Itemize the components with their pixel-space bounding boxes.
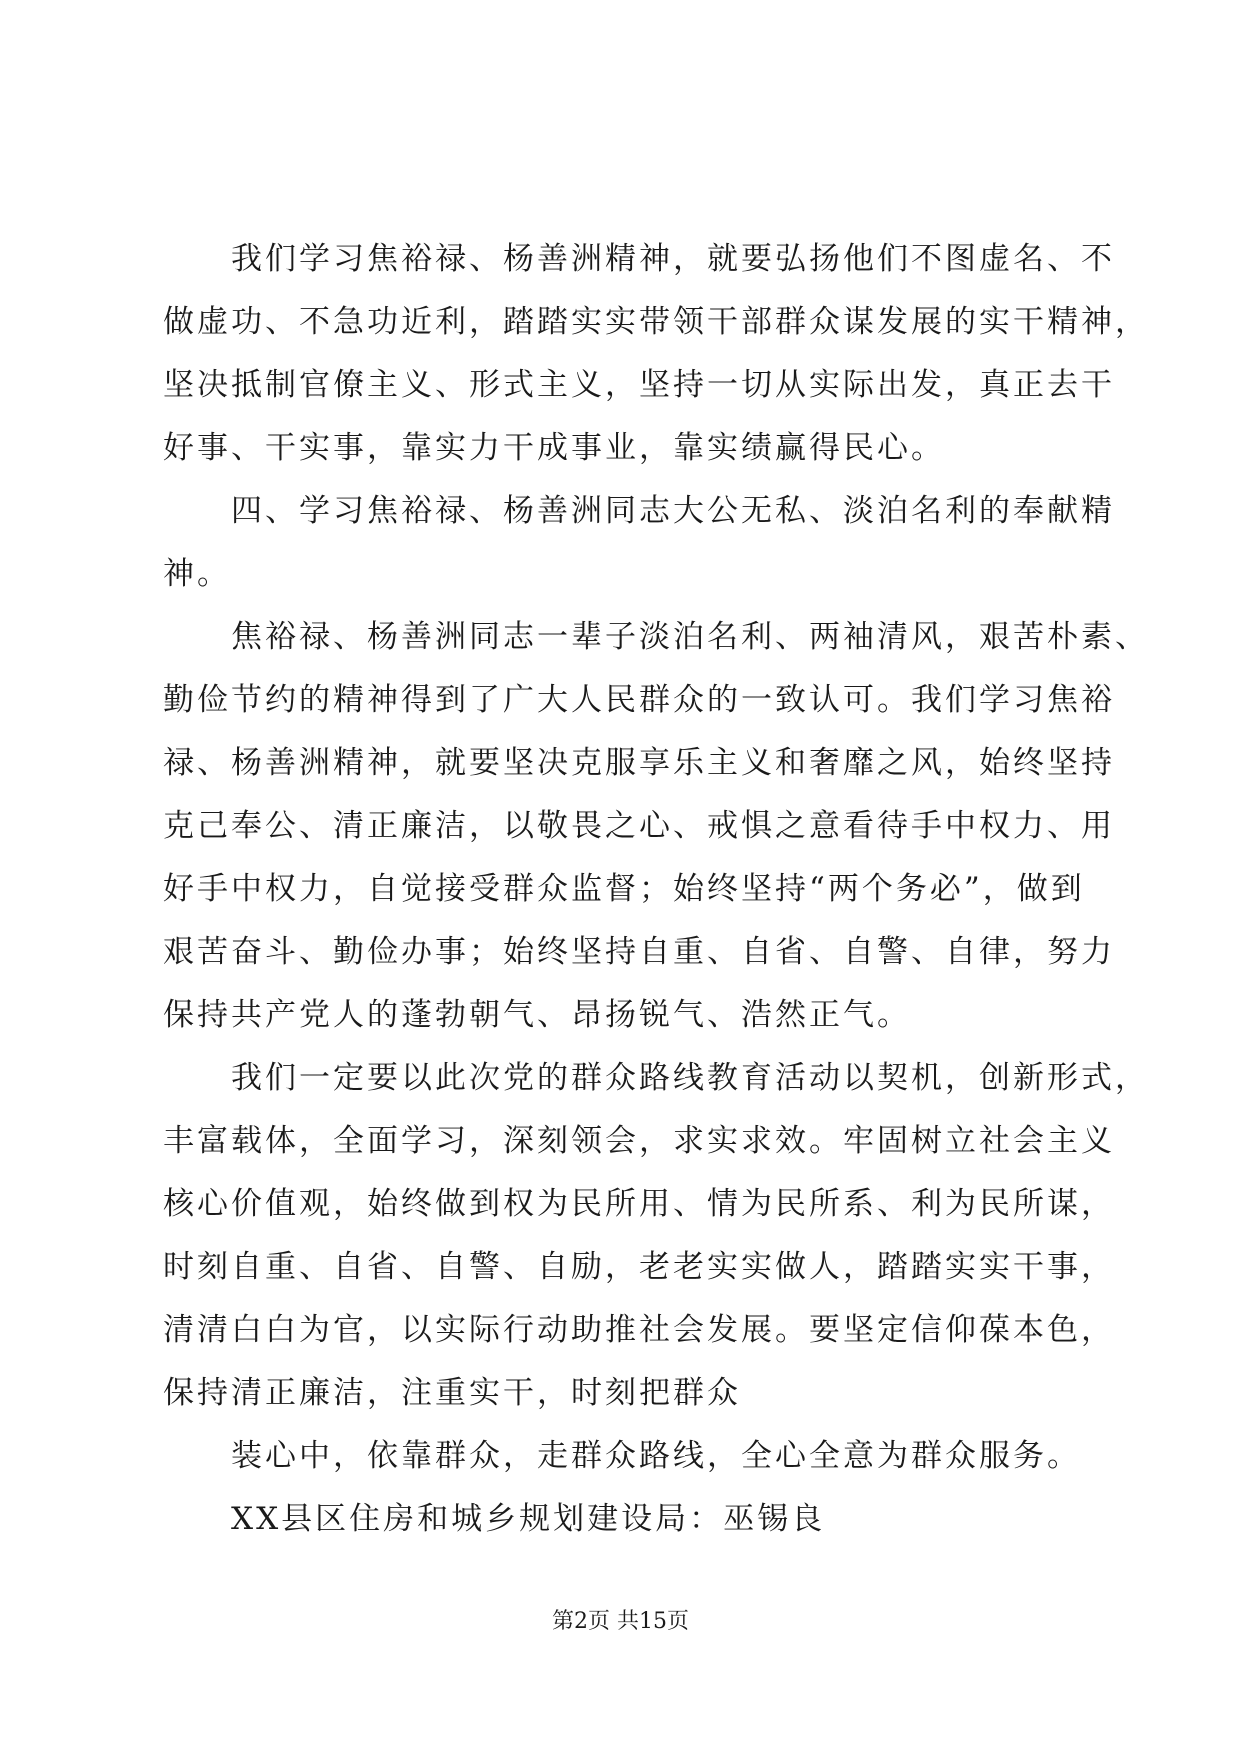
text-line: 好事、干实事，靠实力干成事业，靠实绩赢得民心。	[163, 430, 945, 466]
text-line: 丰富载体，全面学习，深刻领会，求实求效。牢固树立社会主义	[163, 1123, 1115, 1159]
text-line: 焦裕禄、杨善洲同志一辈子淡泊名利、两袖清风，艰苦朴素、	[231, 619, 1149, 655]
text-line: 保持共产党人的蓬勃朝气、昂扬锐气、浩然正气。	[163, 997, 911, 1033]
page-number-footer: 第2页 共15页	[552, 1609, 689, 1634]
text-line: 装心中，依靠群众，走群众路线，全心全意为群众服务。	[231, 1438, 1081, 1474]
text-line: 核心价值观，始终做到权为民所用、情为民所系、利为民所谋，	[163, 1186, 1115, 1222]
text-line: 时刻自重、自省、自警、自励，老老实实做人，踏踏实实干事，	[163, 1249, 1115, 1285]
text-line: 勤俭节约的精神得到了广大人民群众的一致认可。我们学习焦裕	[163, 682, 1115, 718]
text-line: 保持清正廉洁，注重实干，时刻把群众	[163, 1375, 741, 1411]
text-line: 做虚功、不急功近利，踏踏实实带领干部群众谋发展的实干精神，	[163, 304, 1149, 340]
text-line: 坚决抵制官僚主义、形式主义，坚持一切从实际出发，真正去干	[163, 367, 1115, 403]
text-line: 禄、杨善洲精神，就要坚决克服享乐主义和奢靡之风，始终坚持	[163, 745, 1115, 781]
text-line: 我们学习焦裕禄、杨善洲精神，就要弘扬他们不图虚名、不	[231, 241, 1115, 277]
section-heading: 四、学习焦裕禄、杨善洲同志大公无私、淡泊名利的奉献精	[231, 493, 1115, 529]
text-line: 艰苦奋斗、勤俭办事；始终坚持自重、自省、自警、自律，努力	[163, 934, 1115, 970]
signature-line: XX县区住房和城乡规划建设局：巫锡良	[231, 1501, 826, 1537]
text-line: 好手中权力，自觉接受群众监督；始终坚持“两个务必”，做到	[163, 871, 1085, 907]
text-line: 清清白白为官，以实际行动助推社会发展。要坚定信仰葆本色，	[163, 1312, 1115, 1348]
text-line: 我们一定要以此次党的群众路线教育活动以契机，创新形式，	[231, 1060, 1149, 1096]
text-line: 克己奉公、清正廉洁，以敬畏之心、戒惧之意看待手中权力、用	[163, 808, 1115, 844]
section-heading-cont: 神。	[163, 556, 231, 592]
